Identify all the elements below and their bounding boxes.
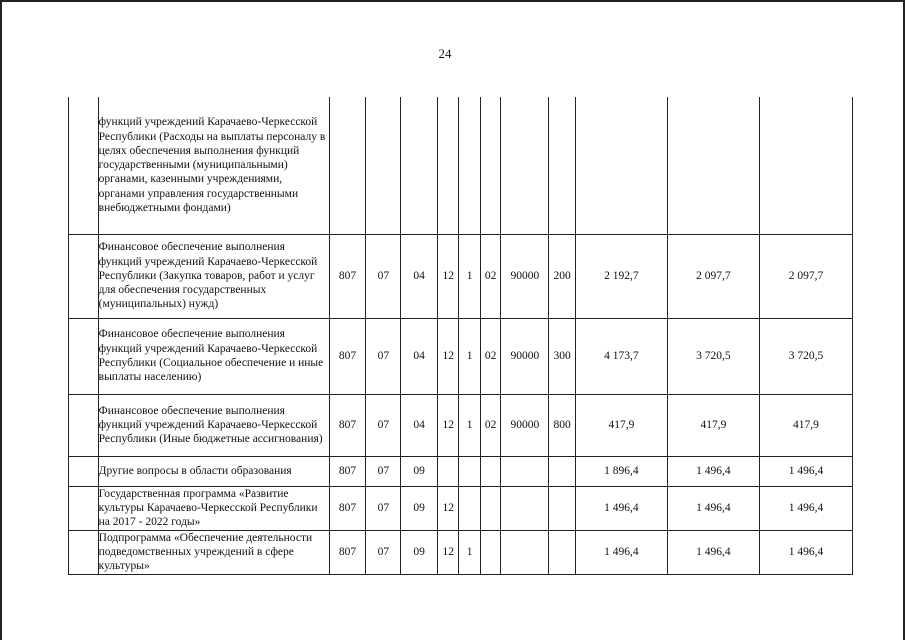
rz-cell: 07 <box>366 456 401 486</box>
expense-type-cell: 200 <box>549 234 576 318</box>
expense-type-cell: 300 <box>549 318 576 394</box>
row-number-cell <box>69 234 99 318</box>
item-name-cell: функций учреждений Карачаево-Черкесской Республики (Расходы на выплаты персоналу в целях обеспечения выполнения функций государственными (муниципальными) органами, казенными учреждениями, органами управления государственными внебюджетными фондами) <box>98 97 329 234</box>
direction-code-cell <box>501 530 549 574</box>
pr-cell <box>401 97 438 234</box>
expense-type-cell: 800 <box>549 394 576 456</box>
pr-cell: 04 <box>401 394 438 456</box>
row-number-cell <box>69 486 99 530</box>
table-row <box>69 486 853 530</box>
direction-code-cell <box>501 486 549 530</box>
amount-cell-2: 1 496,4 <box>667 530 759 574</box>
expense-type-cell <box>549 486 576 530</box>
event-code-cell: 02 <box>480 318 500 394</box>
row-number-cell <box>69 530 99 574</box>
table-row <box>69 234 853 318</box>
direction-code-cell: 90000 <box>501 318 549 394</box>
ved-cell <box>329 97 366 234</box>
subprogram-code-cell: 1 <box>459 318 480 394</box>
subprogram-code-cell: 1 <box>459 394 480 456</box>
table-row <box>69 456 853 486</box>
subprogram-code-cell <box>459 486 480 530</box>
ved-cell: 807 <box>329 486 366 530</box>
item-name-cell: Финансовое обеспечение выполнения функций учреждений Карачаево-Черкесской Республики (Закупка товаров, работ и услуг для обеспечения государственных (муниципальных) нужд) <box>98 234 329 318</box>
page-border-left <box>0 0 2 640</box>
page-number: 24 <box>438 46 452 61</box>
amount-cell-2: 1 496,4 <box>667 456 759 486</box>
page-border-top <box>0 0 905 2</box>
direction-code-cell: 90000 <box>501 394 549 456</box>
amount-cell-1: 2 192,7 <box>575 234 667 318</box>
table-row <box>69 318 853 394</box>
amount-cell-3: 2 097,7 <box>759 234 852 318</box>
amount-cell-3: 3 720,5 <box>759 318 852 394</box>
amount-cell-1: 1 496,4 <box>575 486 667 530</box>
rz-cell: 07 <box>366 318 401 394</box>
program-code-cell <box>437 456 458 486</box>
item-name-cell: Финансовое обеспечение выполнения функций учреждений Карачаево-Черкесской Республики (Социальное обеспечение и иные выплаты населению) <box>98 318 329 394</box>
row-number-cell <box>69 318 99 394</box>
ved-cell: 807 <box>329 234 366 318</box>
row-number-cell <box>69 394 99 456</box>
item-name-cell: Подпрограмма «Обеспечение деятельности подведомственных учреждений в сфере культуры» <box>98 530 329 574</box>
amount-cell-2: 3 720,5 <box>667 318 759 394</box>
pr-cell: 04 <box>401 318 438 394</box>
amount-cell-2: 1 496,4 <box>667 486 759 530</box>
table-row <box>69 530 853 574</box>
amount-cell-3: 417,9 <box>759 394 852 456</box>
ved-cell: 807 <box>329 530 366 574</box>
row-number-cell <box>69 97 99 234</box>
program-code-cell: 12 <box>437 318 458 394</box>
direction-code-cell <box>501 97 549 234</box>
amount-cell-2: 2 097,7 <box>667 234 759 318</box>
row-number-cell <box>69 456 99 486</box>
amount-cell-3 <box>759 97 852 234</box>
event-code-cell <box>480 486 500 530</box>
subprogram-code-cell: 1 <box>459 234 480 318</box>
rz-cell: 07 <box>366 394 401 456</box>
subprogram-code-cell: 1 <box>459 530 480 574</box>
item-name-cell: Государственная программа «Развитие культуры Карачаево-Черкесской Республики на 2017 - 2022 годы» <box>98 486 329 530</box>
amount-cell-1: 1 896,4 <box>575 456 667 486</box>
program-code-cell: 12 <box>437 394 458 456</box>
expense-type-cell <box>549 97 576 234</box>
event-code-cell: 02 <box>480 234 500 318</box>
expense-type-cell <box>549 456 576 486</box>
subprogram-code-cell <box>459 97 480 234</box>
amount-cell-3: 1 496,4 <box>759 530 852 574</box>
event-code-cell <box>480 530 500 574</box>
program-code-cell: 12 <box>437 234 458 318</box>
event-code-cell <box>480 456 500 486</box>
amount-cell-2 <box>667 97 759 234</box>
expense-type-cell <box>549 530 576 574</box>
pr-cell: 09 <box>401 486 438 530</box>
event-code-cell: 02 <box>480 394 500 456</box>
event-code-cell <box>480 97 500 234</box>
ved-cell: 807 <box>329 456 366 486</box>
amount-cell-1: 4 173,7 <box>575 318 667 394</box>
amount-cell-1: 417,9 <box>575 394 667 456</box>
program-code-cell: 12 <box>437 530 458 574</box>
amount-cell-3: 1 496,4 <box>759 486 852 530</box>
program-code-cell: 12 <box>437 486 458 530</box>
amount-cell-3: 1 496,4 <box>759 456 852 486</box>
rz-cell: 07 <box>366 234 401 318</box>
direction-code-cell: 90000 <box>501 234 549 318</box>
rz-cell <box>366 97 401 234</box>
rz-cell: 07 <box>366 530 401 574</box>
table-row <box>69 394 853 456</box>
rz-cell: 07 <box>366 486 401 530</box>
item-name-cell: Другие вопросы в области образования <box>98 456 329 486</box>
subprogram-code-cell <box>459 456 480 486</box>
item-name-cell: Финансовое обеспечение выполнения функций учреждений Карачаево-Черкесской Республики (Иные бюджетные ассигнования) <box>98 394 329 456</box>
program-code-cell <box>437 97 458 234</box>
ved-cell: 807 <box>329 394 366 456</box>
pr-cell: 09 <box>401 456 438 486</box>
pr-cell: 04 <box>401 234 438 318</box>
table-row <box>69 97 853 234</box>
amount-cell-2: 417,9 <box>667 394 759 456</box>
direction-code-cell <box>501 456 549 486</box>
amount-cell-1 <box>575 97 667 234</box>
budget-table <box>68 97 853 575</box>
pr-cell: 09 <box>401 530 438 574</box>
amount-cell-1: 1 496,4 <box>575 530 667 574</box>
ved-cell: 807 <box>329 318 366 394</box>
